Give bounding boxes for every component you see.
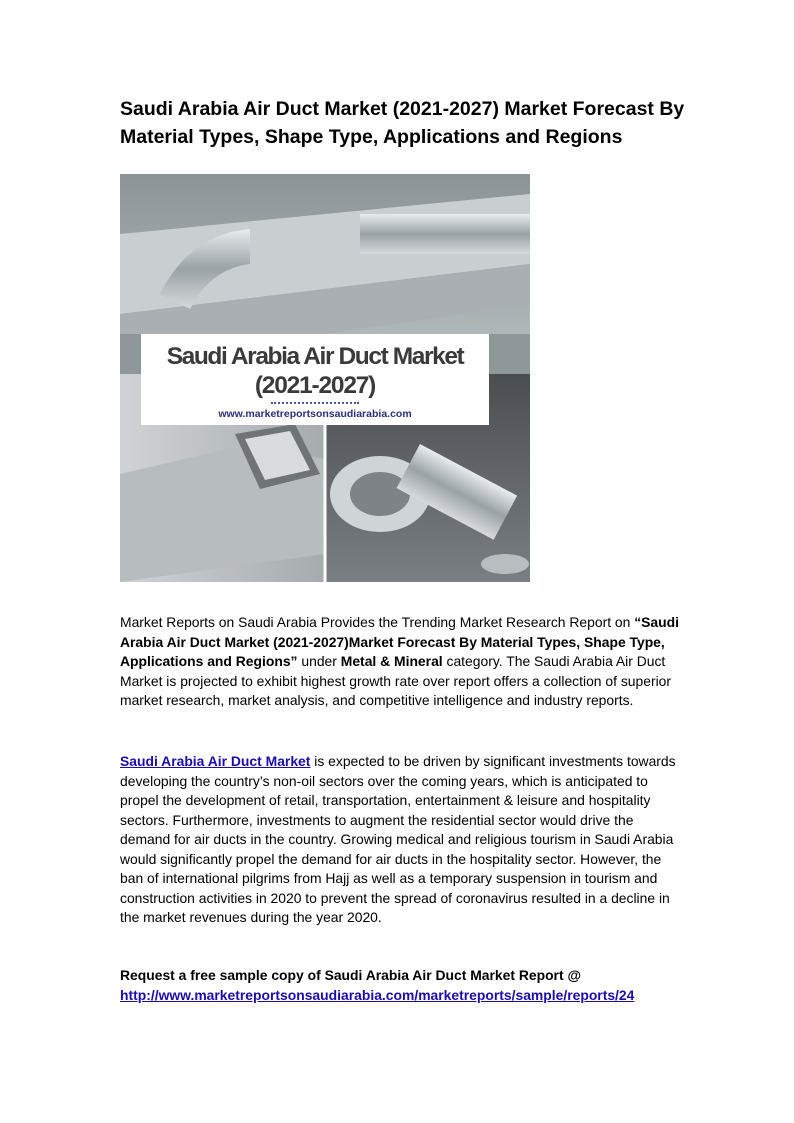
intro-paragraph [120, 613, 680, 711]
category-name: Metal & Mineral [340, 653, 443, 669]
sample-request-text: Request a free sample copy of Saudi Arabia Air Duct Market Report @ [120, 967, 581, 983]
market-report-link[interactable]: Saudi Arabia Air Duct Market [120, 753, 311, 769]
overlay-title: Saudi Arabia Air Duct Market [166, 343, 464, 370]
report-name: “Saudi Arabia Air Duct Market (2021-2027)Market Forecast By Material Types, Shape Type, Applications and Regions” [120, 614, 679, 669]
intro-text: Market Reports on Saudi Arabia Provides the Trending Market Research Report on [120, 614, 635, 630]
market-description-paragraph [120, 752, 680, 928]
overlay-divider [271, 402, 359, 407]
intro-rest-text: category. The Saudi Arabia Air Duct Market is projected to exhibit highest growth rate over report offers a collection of superior market research, market analysis, and competitive intelligence and industry reports. [120, 653, 672, 708]
hero-overlay-banner [141, 334, 489, 425]
sample-report-link[interactable]: http://www.marketreportsonsaudiarabia.com/marketreports/sample/reports/24 [120, 986, 635, 1003]
hero-image [120, 174, 530, 582]
under-text: under [297, 653, 341, 669]
market-description-text: is expected to be driven by significant investments towards developing the country’s non-oil sectors over the coming years, which is anticipated to propel the development of retail, transportation, entertainment & leisure and hospitality sectors. Furthermore, investments to augment the residential sector would drive the demand for air ducts in the country. Growing medical and religious tourism in Saudi Arabia would significantly propel the demand for air ducts in the hospitality sector. However, the ban of international pilgrims from Hajj as well as a temporary suspension in tourism and construction activities in 2020 to prevent the spread of coronavirus resulted in a decline in the market revenues during the year 2020. [120, 753, 676, 925]
page-title: Saudi Arabia Air Duct Market (2021-2027) Market Forecast By Material Types, Shape Type, Applications and Regions [120, 98, 685, 148]
overlay-url: www.marketreportsonsaudiarabia.com [218, 408, 412, 420]
sample-request-paragraph [120, 966, 680, 1005]
overlay-years: (2021-2027) [254, 372, 376, 399]
